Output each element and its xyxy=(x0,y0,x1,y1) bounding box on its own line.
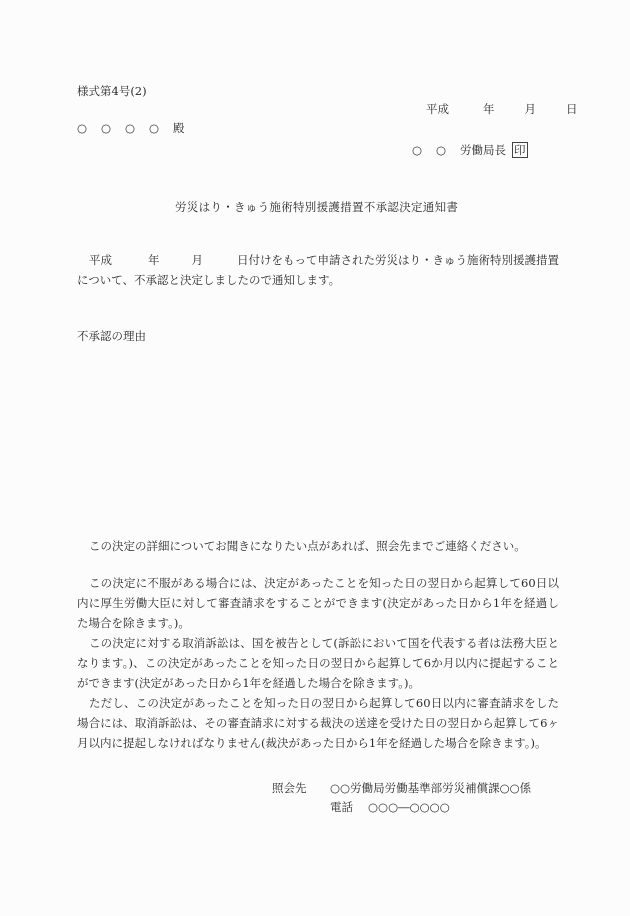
issue-date xyxy=(426,104,578,116)
seal-stamp: 印 xyxy=(514,143,526,157)
sender-placeholder: ○ xyxy=(412,143,423,157)
date-era: 平成 xyxy=(426,102,449,116)
appeal-paragraph: ただし、この決定があったことを知った日の翌日から起算して60日以内に審査請求をした場合には、取消訴訟は、その審査請求に対する裁決の送達を受けた日の翌日から起算して6ヶ月以内に提起しなければなりません(裁決があった日から1年を経過した場合を除きます。)。 xyxy=(77,696,559,750)
contact-note: この決定の詳細についてお聞きになりたい点があれば、照会先までご連絡ください。 xyxy=(89,539,526,553)
addressee-placeholder: ○ xyxy=(101,121,112,135)
addressee-placeholder: ○ xyxy=(77,121,88,135)
appeal-section xyxy=(77,573,559,753)
phone-label: 電話 xyxy=(330,800,353,814)
addressee-placeholder: ○ xyxy=(149,121,160,135)
addressee-honorific: 殿 xyxy=(173,121,185,135)
document-title: 労災はり・きゅう施術特別援護措置不承認決定通知書 xyxy=(175,200,459,214)
inquiry-department: ○○労働局労働基準部労災補償課○○係 xyxy=(330,781,532,795)
form-number: 様式第4号(2) xyxy=(77,84,147,98)
phone-number: ○○○―○○○○ xyxy=(368,800,450,814)
addressee xyxy=(77,123,185,135)
intro-month-label: 月 xyxy=(191,253,203,267)
intro-text: 日付けをもって申請された労災はり・きゅう施術特別援護措置について、不承認と決定しましたので通知します。 xyxy=(77,253,559,287)
date-day-label: 日 xyxy=(566,102,578,116)
intro-era: 平成 xyxy=(89,253,112,267)
inquiry-label: 照会先 xyxy=(272,781,307,795)
addressee-placeholder: ○ xyxy=(125,121,136,135)
sender-placeholder: ○ xyxy=(436,143,447,157)
date-month-label: 月 xyxy=(524,102,536,116)
intro-paragraph xyxy=(77,250,559,290)
date-year-label: 年 xyxy=(483,102,495,116)
sender-title: 労働局長 xyxy=(460,143,506,157)
appeal-paragraph: この決定に不服がある場合には、決定があったことを知った日の翌日から起算して60日以内に厚生労働大臣に対して審査請求をすることができます(決定があった日から1年を経過した場合を除きます。)。 xyxy=(77,576,559,630)
reason-text xyxy=(77,352,559,512)
appeal-paragraph: この決定に対する取消訴訟は、国を被告として(訴訟において国を代表する者は法務大臣となります。)、この決定があったことを知った日の翌日から起算して6か月以内に提起することができます(決定があった日から1年を経過した場合を除きます。)。 xyxy=(77,636,559,690)
intro-year-label: 年 xyxy=(148,253,160,267)
reason-label: 不承認の理由 xyxy=(77,329,146,343)
sender xyxy=(412,142,528,158)
